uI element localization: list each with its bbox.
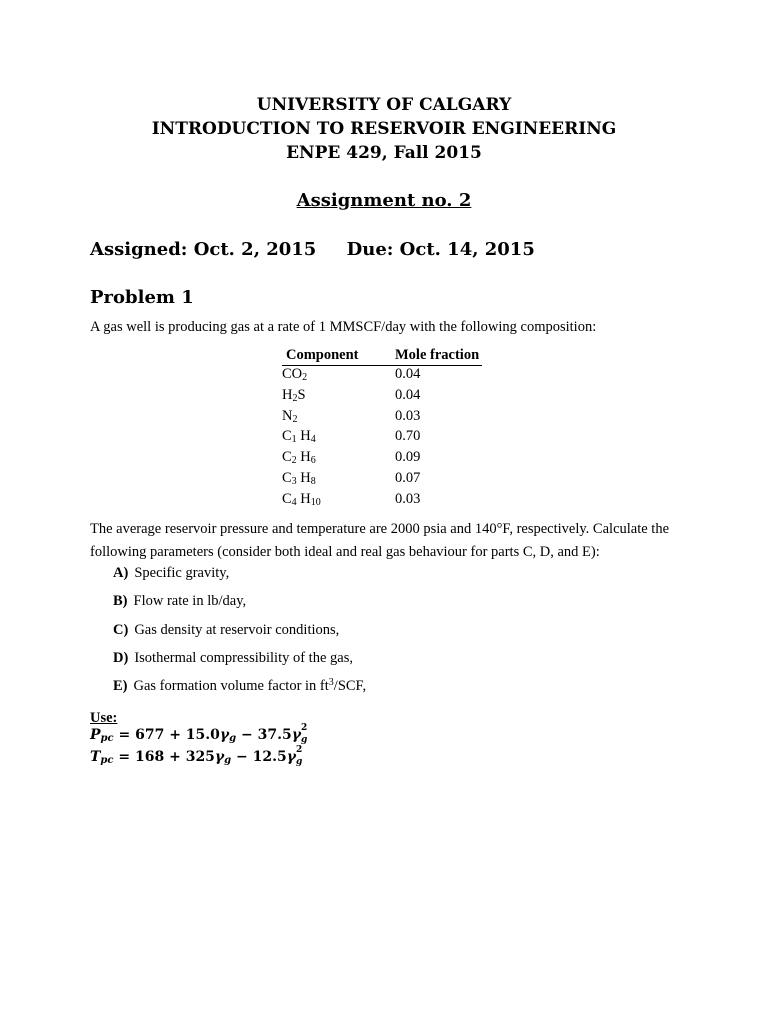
use-label: Use: [90,710,118,726]
course-code: ENPE 429, Fall 2015 [286,143,482,163]
equation-ppc [90,723,311,745]
question-label: C) [113,621,129,638]
eq2-gamma-sub: g [224,755,232,766]
eq2-var-sub: pc [100,755,114,766]
component-symbol: C [282,490,292,507]
component-subscript: 2 [302,372,308,383]
eq2-gamma2-sub: g [296,757,303,767]
eq2-scripts [296,745,306,767]
mole-fraction-cell: 0.04 [395,386,421,403]
mole-fraction-cell: 0.04 [395,366,421,382]
assignment-dates [90,239,535,260]
table-row [282,387,482,408]
question-label: A) [113,565,129,581]
eq1-scripts [300,723,311,745]
question-label: D) [113,649,129,666]
question-text: Isothermal compressibility of the gas, [134,649,353,666]
question-list [113,565,366,706]
component-subscript-2: 6 [310,455,316,467]
question-text-tail: /SCF, [333,678,367,695]
eq2-gamma: γ [214,749,225,765]
assignment-title: Assignment no. 2 [296,190,472,211]
table-row [282,366,482,387]
question-text: Specific gravity, [134,565,230,581]
column-header-component: Component [286,347,359,363]
table-row [282,428,482,449]
composition-table [282,347,482,512]
mole-fraction-cell: 0.03 [395,490,421,507]
column-header-mole-fraction: Mole fraction [395,347,480,363]
component-cell [282,366,307,383]
question-item [113,622,366,650]
problem-intro: A gas well is producing gas at a rate of 1 MMSCF/day with the following composition: [90,319,597,335]
component-subscript-2: 10 [310,496,321,508]
component-symbol: N [282,407,293,424]
assigned-date: Assigned: Oct. 2, 2015 [90,239,317,260]
eq1-var: P [90,727,101,743]
table-row [282,449,482,470]
question-label: E) [113,678,128,695]
component-symbol: C [282,428,292,445]
component-symbol: H [282,386,293,403]
question-text: Flow rate in lb/day, [133,593,247,610]
component-subscript: 3 [291,475,297,487]
eq1-gamma-sub: g [229,733,237,744]
component-symbol-2: H [296,428,311,445]
component-subscript: 1 [291,434,297,446]
eq2-part2: − 12.5 [231,749,287,765]
table-row [282,408,482,429]
question-item [113,650,366,678]
mole-fraction-cell: 0.70 [395,428,421,445]
course-title: INTRODUCTION TO RESERVOIR ENGINEERING [151,119,617,139]
question-superscript: 3 [328,677,334,689]
component-symbol-2: S [297,386,306,403]
component-subscript: 2 [291,455,297,467]
mole-fraction-cell: 0.09 [395,449,421,466]
table-row [282,491,482,512]
eq1-gamma2: γ [291,727,301,743]
eq2-part1: = 168 + 325 [113,749,215,765]
question-item [113,565,366,593]
mole-fraction-cell: 0.07 [395,469,421,486]
component-symbol: C [282,449,292,466]
question-item [113,678,366,706]
question-text: Gas formation volume factor in ft [133,678,329,695]
component-cell [282,491,321,508]
component-subscript-2: 4 [310,434,316,446]
eq2-var: T [90,749,101,765]
question-text: Gas density at reservoir conditions, [134,621,340,638]
component-subscript-2: 8 [310,475,316,487]
university-name: UNIVERSITY OF CALGARY [256,95,512,115]
table-body [282,366,482,512]
eq1-gamma2-sup: 2 [300,723,308,733]
question-item [113,593,366,621]
mole-fraction-cell: 0.03 [395,407,421,424]
table-row [282,470,482,491]
eq1-gamma: γ [219,727,230,743]
due-date: Due: Oct. 14, 2015 [346,239,535,260]
component-cell [282,470,316,487]
eq1-var-sub: pc [100,733,114,744]
question-label: B) [113,593,128,610]
component-subscript: 2 [292,392,298,404]
component-symbol-2: H [296,490,311,507]
table-header [282,347,482,366]
eq2-gamma2-sup: 2 [296,745,303,755]
component-subscript: 2 [292,413,298,425]
component-cell [282,449,316,466]
component-cell [282,387,306,404]
component-symbol: CO [282,366,303,382]
component-subscript: 4 [291,496,297,508]
component-symbol: C [282,469,292,486]
component-cell [282,408,297,425]
component-cell [282,428,316,445]
problem-paragraph: The average reservoir pressure and temperature are 2000 psia and 140°F, respectively. Calculate the following parameters (consider both ideal and real gas behaviour for parts C, D, and E): [90,521,670,560]
component-symbol-2: H [296,449,311,466]
eq2-gamma2: γ [286,749,296,765]
eq1-part2: − 37.5 [236,727,292,743]
eq1-part1: = 677 + 15.0 [113,727,220,743]
equation-tpc [90,745,306,767]
component-symbol-2: H [296,469,311,486]
eq1-gamma2-sub: g [300,735,308,745]
problem-title: Problem 1 [90,287,194,308]
